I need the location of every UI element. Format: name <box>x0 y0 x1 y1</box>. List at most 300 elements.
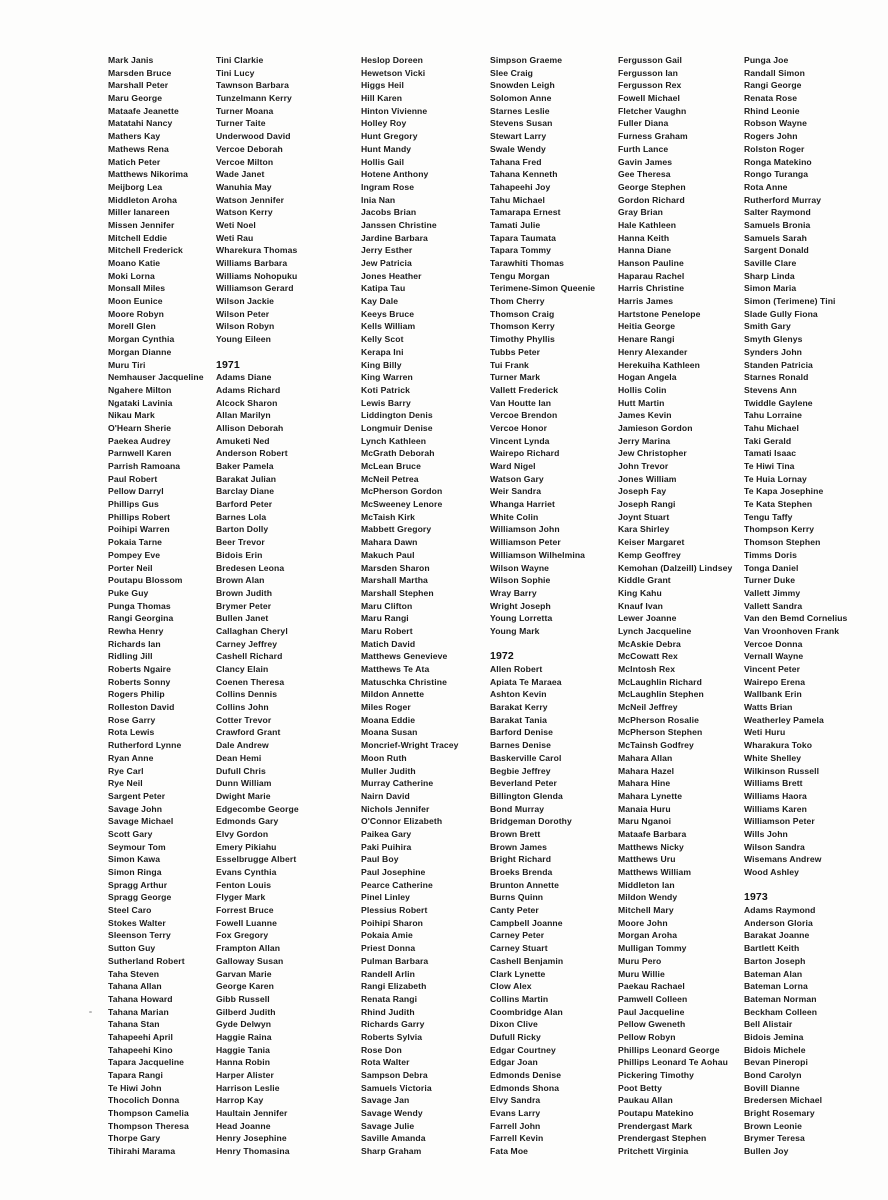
list-item: Vernall Wayne <box>744 651 804 662</box>
year-heading: 1973 <box>744 891 768 904</box>
list-item: Sharp Graham <box>361 1146 422 1157</box>
list-item: Synders John <box>744 346 803 357</box>
list-item: Taki Gerald <box>744 435 792 446</box>
list-item: Edgecombe George <box>216 803 299 814</box>
list-item: Tahana Marian <box>108 1006 169 1017</box>
list-item: Mulligan Tommy <box>618 943 687 954</box>
list-item: Hartstone Penelope <box>618 308 701 319</box>
list-item: Gilberd Judith <box>216 1006 276 1017</box>
list-item: Adams Raymond <box>744 905 816 916</box>
list-item: Van Vroonhoven Frank <box>744 625 840 636</box>
list-item: Fergusson Rex <box>618 80 682 91</box>
list-item: Marshall Stephen <box>361 587 434 598</box>
list-item: Dale Andrew <box>216 740 269 751</box>
list-item: Jerry Marina <box>618 435 671 446</box>
list-item: Samuels Victoria <box>361 1082 432 1093</box>
list-item: Hunt Mandy <box>361 143 412 154</box>
list-item: Steel Caro <box>108 905 152 916</box>
list-item: Mathers Kay <box>108 131 161 142</box>
list-item: Thompson Camelia <box>108 1108 189 1119</box>
list-item: Morgan Aroha <box>618 930 678 941</box>
list-item: Tahu Lorraine <box>744 410 802 421</box>
list-item: King Billy <box>361 359 402 370</box>
list-item: Sutton Guy <box>108 943 156 954</box>
list-item: Pompey Eve <box>108 549 161 560</box>
list-item: Rye Carl <box>108 765 144 776</box>
list-item: Harrop Kay <box>216 1095 264 1106</box>
list-item: Bidois Erin <box>216 549 263 560</box>
list-item: Rolleston David <box>108 702 175 713</box>
list-item: Tapara Rangi <box>108 1070 164 1080</box>
list-item: Weatherley Pamela <box>744 714 824 725</box>
list-item: Rogers John <box>744 131 798 142</box>
list-item: Poihipi Warren <box>108 524 170 535</box>
list-item: Muru Pero <box>618 955 662 966</box>
list-item: Mahara Hazel <box>618 765 675 776</box>
list-item: Bateman Norman <box>744 993 817 1004</box>
list-item: Wisemans Andrew <box>744 854 822 865</box>
list-item: Mitchell Mary <box>618 905 674 916</box>
list-item: Paikea Gary <box>361 828 412 839</box>
list-item: Pokaia Tarne <box>108 537 163 548</box>
list-item: Jones Heather <box>361 270 422 281</box>
list-item: Wanuhia May <box>216 181 272 192</box>
list-item: King Kahu <box>618 587 662 598</box>
list-item: Wray Barry <box>490 587 537 598</box>
list-item: Samuels Bronia <box>744 219 811 230</box>
list-item: Clow Alex <box>490 981 532 992</box>
list-item: Solomon Anne <box>490 93 552 104</box>
list-item: Williamson Wilhelmina <box>490 549 586 560</box>
list-item: Tapara Taumata <box>490 232 557 243</box>
list-item: Mitchell Eddie <box>108 232 168 243</box>
list-item: Edmonds Gary <box>216 816 279 827</box>
list-item: Te Kapa Josephine <box>744 486 824 497</box>
list-item: Barakat Kerry <box>490 702 548 713</box>
list-item: Rose Garry <box>108 714 156 725</box>
list-item: Slade Gully Fiona <box>744 308 818 319</box>
list-item: Tahu Michael <box>490 194 545 205</box>
list-item: Joseph Rangi <box>618 499 676 510</box>
list-item: Dufull Ricky <box>490 1031 541 1042</box>
list-item: Te Kata Stephen <box>744 499 813 510</box>
list-item: Monsall Miles <box>108 283 166 294</box>
list-item: Tihirahi Marama <box>108 1146 176 1157</box>
list-item: Nichols Jennifer <box>361 803 430 814</box>
list-item: Simpson Graeme <box>490 55 563 65</box>
list-item: Henry Alexander <box>618 346 688 357</box>
list-item: Twiddle Gaylene <box>744 397 813 408</box>
list-item: Mildon Wendy <box>618 892 678 903</box>
list-item: Prendergast Stephen <box>618 1133 707 1144</box>
list-item: Edmonds Shona <box>490 1082 560 1093</box>
list-item: Barclay Diane <box>216 486 275 497</box>
list-item: Vallett Jimmy <box>744 587 801 598</box>
list-item: Saville Amanda <box>361 1133 426 1144</box>
list-item: Rangi Georgina <box>108 613 174 624</box>
list-item: Wharakura Toko <box>744 740 813 751</box>
list-item: Phillips Robert <box>108 511 171 522</box>
list-item: Williams Brett <box>744 778 803 789</box>
list-item: Te Hiwi John <box>108 1082 162 1093</box>
list-item: Van Houtte Ian <box>490 397 552 408</box>
list-item: Tapara Tommy <box>490 245 552 256</box>
list-item: Manaia Huru <box>618 803 671 814</box>
list-item: Beverland Peter <box>490 778 557 789</box>
list-item: Morgan Cynthia <box>108 334 175 345</box>
list-item: Allison Deborah <box>216 422 284 433</box>
list-item: Roberts Sonny <box>108 676 171 687</box>
list-item: Tapara Jacqueline <box>108 1057 185 1068</box>
list-item: Clark Lynette <box>490 968 546 979</box>
list-item: Maru Robert <box>361 625 413 636</box>
list-item: Tahapeehi Joy <box>490 181 551 192</box>
list-item: Williamson John <box>490 524 560 535</box>
list-item: Kerapa Ini <box>361 346 404 357</box>
name-column-6 <box>744 54 888 1158</box>
list-item: Barnes Lola <box>216 511 267 522</box>
list-item: Stevens Susan <box>490 118 553 129</box>
list-item: Simon Maria <box>744 283 797 294</box>
list-item: Rota Walter <box>361 1057 410 1068</box>
list-item: Canty Peter <box>490 905 539 916</box>
list-item: Matich David <box>361 638 416 649</box>
list-item: Brymer Peter <box>216 600 272 611</box>
list-item: Moana Eddie <box>361 714 416 725</box>
list-item: Priest Donna <box>361 943 416 954</box>
list-item: Mahara Dawn <box>361 537 418 548</box>
list-item: Hale Kathleen <box>618 219 677 230</box>
list-item: Wilson Jackie <box>216 296 275 307</box>
list-item: Tengu Morgan <box>490 270 550 281</box>
list-item: McLean Bruce <box>361 461 421 471</box>
list-item: Wairepo Richard <box>490 448 560 459</box>
list-item: Hanna Diane <box>618 245 672 256</box>
list-item: Pellow Robyn <box>618 1031 676 1042</box>
list-item: Meijborg Lea <box>108 181 163 192</box>
list-item: Edmonds Denise <box>490 1070 562 1080</box>
list-item: Emery Pikiahu <box>216 841 277 852</box>
list-item: Matthews Uru <box>618 854 676 865</box>
list-item: Vercoe Honor <box>490 422 548 433</box>
list-item: Parnwell Karen <box>108 448 172 459</box>
list-item: Rutherford Murray <box>744 194 822 205</box>
list-item: Farrell Kevin <box>490 1133 544 1144</box>
list-item: James Kevin <box>618 410 672 421</box>
list-item: Tunzelmann Kerry <box>216 93 292 104</box>
list-item: Maru Nganoi <box>618 816 672 827</box>
list-item: Kay Dale <box>361 296 399 307</box>
list-item: Pokaia Amie <box>361 930 413 941</box>
list-item: Sargent Peter <box>108 790 166 801</box>
list-item: Begbie Jeffrey <box>490 765 551 776</box>
list-item: Anderson Robert <box>216 448 288 459</box>
list-item: Weti Huru <box>744 727 786 738</box>
list-item: Brown Leonie <box>744 1120 803 1131</box>
list-item: Kiddle Grant <box>618 575 671 586</box>
list-item: Jardine Barbara <box>361 232 428 243</box>
list-item: Tonga Daniel <box>744 562 799 573</box>
list-item: Fenton Louis <box>216 879 272 890</box>
list-item: Inia Nan <box>361 194 396 205</box>
list-item: Moore John <box>618 917 668 928</box>
list-item: Barford Denise <box>490 727 554 738</box>
list-item: Puke Guy <box>108 587 149 598</box>
list-item: Tarawhiti Thomas <box>490 258 565 268</box>
list-item: Vallett Frederick <box>490 384 559 395</box>
list-item: Turner Mark <box>490 372 541 383</box>
list-item: Liddington Denis <box>361 410 433 421</box>
list-item: Rongo Turanga <box>744 169 809 180</box>
list-item: Randell Arlin <box>361 968 415 979</box>
list-item: Jamieson Gordon <box>618 422 693 433</box>
list-item: Matthews Te Ata <box>361 664 430 674</box>
year-heading: 1971 <box>216 358 240 371</box>
list-item: Spragg George <box>108 892 172 903</box>
list-item: Sampson Debra <box>361 1070 428 1080</box>
list-item: Kemohan (Dalzeill) Lindsey <box>618 562 733 573</box>
list-item: Bidois Jemina <box>744 1031 804 1042</box>
list-item: Barnes Denise <box>490 740 552 751</box>
list-item: Parrish Ramoana <box>108 461 181 471</box>
list-item: Tamati Isaac <box>744 448 797 459</box>
list-item: Head Joanne <box>216 1120 271 1131</box>
list-item: Bovill Dianne <box>744 1082 800 1093</box>
list-item: Williams Karen <box>744 803 807 814</box>
list-item: Vallett Sandra <box>744 600 803 611</box>
list-item: Moana Susan <box>361 727 418 738</box>
list-item: Bateman Alan <box>744 968 803 979</box>
list-item: Lynch Jacqueline <box>618 625 692 636</box>
list-item: Swale Wendy <box>490 143 546 154</box>
name-column-2 <box>216 54 366 1158</box>
list-item: Fuller Diana <box>618 118 669 129</box>
list-item: Hotene Anthony <box>361 169 429 180</box>
list-item: Bateman Lorna <box>744 981 808 992</box>
list-item: Gee Theresa <box>618 169 671 180</box>
list-item: Paul Boy <box>361 854 399 865</box>
list-item: Bevan Pineropi <box>744 1057 808 1068</box>
list-item: Amuketi Ned <box>216 435 270 446</box>
list-item: Tahapeehi April <box>108 1031 174 1042</box>
list-item: Brown Brett <box>490 828 541 839</box>
list-item: Tengu Taffy <box>744 511 793 522</box>
list-item: Porter Neil <box>108 562 153 573</box>
list-item: Hunt Gregory <box>361 131 418 142</box>
list-item: Marsden Sharon <box>361 562 430 573</box>
list-item: Gavin James <box>618 156 673 167</box>
list-item: Seymour Tom <box>108 841 166 852</box>
list-item: Dwight Marie <box>216 790 271 801</box>
list-item: Rhind Leonie <box>744 105 800 116</box>
list-item: Robson Wayne <box>744 118 807 129</box>
list-item: Young Eileen <box>216 334 271 345</box>
list-item: Paekea Audrey <box>108 435 171 446</box>
list-item: Matuschka Christine <box>361 676 447 687</box>
list-item: Galloway Susan <box>216 955 284 966</box>
list-item: McNeil Jeffrey <box>618 702 678 713</box>
list-item: Gordon Richard <box>618 194 685 205</box>
list-item: Bright Rosemary <box>744 1108 815 1119</box>
list-item: Tubbs Peter <box>490 346 541 357</box>
list-item: Morell Glen <box>108 321 156 332</box>
list-item: Hanna Keith <box>618 232 670 243</box>
list-item: Ridling Jill <box>108 651 153 662</box>
list-item: Cashell Benjamin <box>490 955 564 966</box>
list-item: Barford Peter <box>216 499 273 510</box>
list-item: Phillips Gus <box>108 499 159 510</box>
list-item: Apiata Te Maraea <box>490 676 562 687</box>
list-item: Nemhauser Jacqueline <box>108 372 204 383</box>
list-item: Thomson Kerry <box>490 321 555 332</box>
list-item: Wilson Sophie <box>490 575 551 586</box>
list-item: Turner Taite <box>216 118 266 129</box>
list-item: Broeks Brenda <box>490 867 553 877</box>
list-item: Allen Robert <box>490 664 543 674</box>
list-item: Ingram Rose <box>361 181 415 192</box>
list-item: Hutt Martin <box>618 397 665 408</box>
list-item: Poot Betty <box>618 1082 662 1093</box>
list-item: Williamson Gerard <box>216 283 294 294</box>
list-item: Muller Judith <box>361 765 416 776</box>
list-item: Rangi George <box>744 80 802 91</box>
list-item: Esselbrugge Albert <box>216 854 297 865</box>
list-item: McPherson Stephen <box>618 727 703 738</box>
list-item: Mahara Allan <box>618 752 673 763</box>
list-item: Poutapu Matekino <box>618 1108 694 1119</box>
list-item: Watts Brian <box>744 702 793 713</box>
list-item: Lynch Kathleen <box>361 435 427 446</box>
list-item: Matthews Nicky <box>618 841 684 852</box>
list-item: Harrison Leslie <box>216 1082 280 1093</box>
list-item: Jerry Esther <box>361 245 413 256</box>
list-item: Wallbank Erin <box>744 689 802 700</box>
list-item: Henry Thomasina <box>216 1146 290 1157</box>
list-item: Beer Trevor <box>216 537 265 548</box>
list-item: Wilson Robyn <box>216 321 275 332</box>
list-item: Matthews William <box>618 867 692 877</box>
list-item: Vincent Peter <box>744 664 801 674</box>
list-item: McPherson Rosalie <box>618 714 699 725</box>
list-item: Garvan Marie <box>216 968 272 979</box>
list-item: Bredesen Leona <box>216 562 285 573</box>
list-item: Watson Gary <box>490 473 544 484</box>
list-item: Forrest Bruce <box>216 905 274 916</box>
list-item: Starnes Ronald <box>744 372 809 383</box>
list-item: Richards Ian <box>108 638 161 649</box>
list-item: King Warren <box>361 372 413 383</box>
list-item: Phillips Leonard Te Aohau <box>618 1057 728 1068</box>
list-item: Sleenson Terry <box>108 930 171 941</box>
list-item: Haparau Rachel <box>618 270 685 281</box>
list-item: Pickering Timothy <box>618 1070 695 1080</box>
list-item: Maru Rangi <box>361 613 409 624</box>
list-item: Gray Brian <box>618 207 663 218</box>
list-item: Vercoe Donna <box>744 638 803 649</box>
list-item: Anderson Gloria <box>744 917 813 928</box>
list-item: Timms Doris <box>744 549 797 560</box>
list-item: McGrath Deborah <box>361 448 435 459</box>
list-item: Scott Gary <box>108 828 153 839</box>
list-item: Adams Richard <box>216 384 281 395</box>
list-item: Rewha Henry <box>108 625 164 636</box>
list-item: Mildon Annette <box>361 689 425 700</box>
list-item: Rogers Philip <box>108 689 165 700</box>
list-item: Barton Dolly <box>216 524 269 535</box>
list-item: Starnes Leslie <box>490 105 550 116</box>
list-item: Rolston Roger <box>744 143 805 154</box>
list-item: Jacobs Brian <box>361 207 417 218</box>
list-item: Thomson Craig <box>490 308 555 319</box>
list-item: Randall Simon <box>744 67 805 78</box>
list-item: Tahu Michael <box>744 422 799 433</box>
list-item: George Stephen <box>618 181 686 192</box>
list-item: Fata Moe <box>490 1146 529 1157</box>
list-item: Middleton Ian <box>618 879 675 890</box>
list-item: Adams Diane <box>216 372 272 383</box>
list-item: Gibb Russell <box>216 993 270 1004</box>
list-item: Dean Hemi <box>216 752 262 763</box>
list-item: Carney Peter <box>490 930 545 941</box>
list-gap <box>216 346 366 359</box>
list-item: Mataafe Jeanette <box>108 105 179 116</box>
list-item: Mabbett Gregory <box>361 524 432 535</box>
list-item: Longmuir Denise <box>361 422 433 433</box>
list-item: Wood Ashley <box>744 867 800 877</box>
list-item: Wilson Peter <box>216 308 270 319</box>
list-item: Whanga Harriet <box>490 499 555 510</box>
list-item: Henry Josephine <box>216 1133 287 1144</box>
list-item: Wharekura Thomas <box>216 245 298 256</box>
list-item: Simon (Terimene) Tini <box>744 296 836 307</box>
list-item: Poutapu Blossom <box>108 575 183 586</box>
list-item: Roberts Sylvia <box>361 1031 423 1042</box>
list-item: Savage Jan <box>361 1095 410 1106</box>
list-item: Haggie Tania <box>216 1044 271 1055</box>
list-item: Wright Joseph <box>490 600 551 611</box>
list-item: Sutherland Robert <box>108 955 185 966</box>
list-item: Ngataki Lavinia <box>108 397 173 408</box>
list-item: Mitchell Frederick <box>108 245 183 256</box>
list-item: Maru Clifton <box>361 600 413 611</box>
list-item: Sargent Donald <box>744 245 809 256</box>
list-item: Haggie Raina <box>216 1031 272 1042</box>
list-item: Watson Jennifer <box>216 194 285 205</box>
list-item: Makuch Paul <box>361 549 415 560</box>
list-item: Barton Joseph <box>744 955 806 966</box>
list-item: Mahara Hine <box>618 778 671 789</box>
list-item: Bright Richard <box>490 854 552 865</box>
list-item: Barakat Tania <box>490 714 548 725</box>
list-item: Cashell Richard <box>216 651 283 662</box>
list-item: Hinton Vivienne <box>361 105 428 116</box>
list-item: Alcock Sharon <box>216 397 278 408</box>
list-item: Lewer Joanne <box>618 613 677 624</box>
list-item: Edgar Courtney <box>490 1044 556 1055</box>
list-item: John Trevor <box>618 461 669 471</box>
list-item: Fowell Michael <box>618 93 681 104</box>
list-item: Muru Willie <box>618 968 665 979</box>
list-item: Evans Cynthia <box>216 867 277 877</box>
list-item: Moki Lorna <box>108 270 155 281</box>
list-item: Bell Alistair <box>744 1019 793 1030</box>
list-item: Weti Rau <box>216 232 254 243</box>
list-item: Rangi Elizabeth <box>361 981 427 992</box>
list-item: Paul Jacqueline <box>618 1006 685 1017</box>
list-item: Hollis Gail <box>361 156 405 167</box>
list-item: Marshall Peter <box>108 80 169 91</box>
list-item: Paekau Rachael <box>618 981 685 992</box>
